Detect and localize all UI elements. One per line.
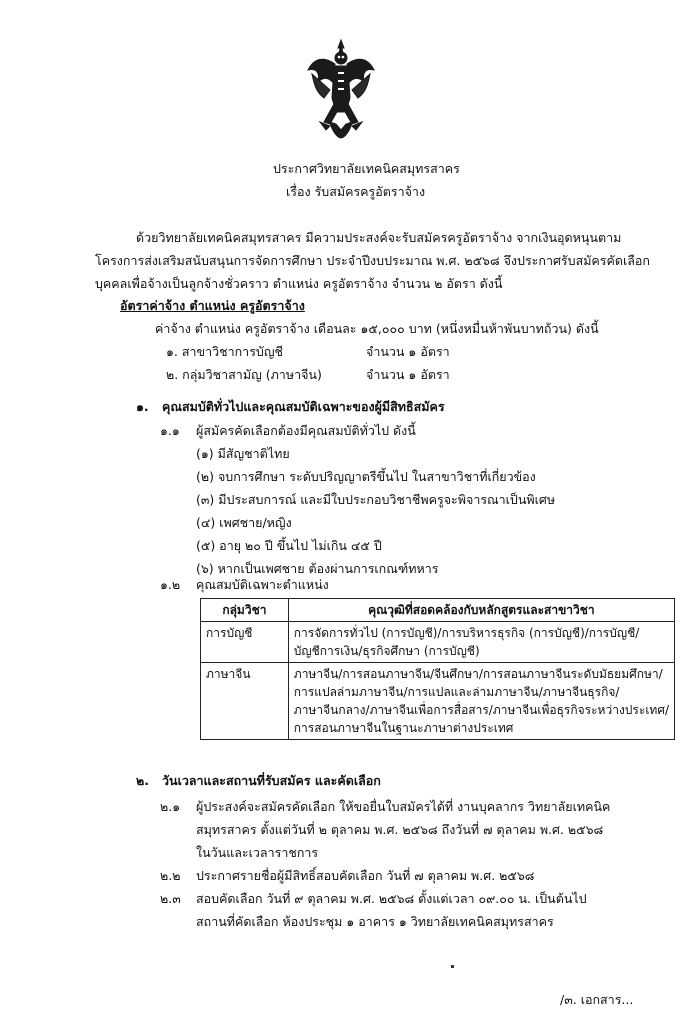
table-header-row: [201, 599, 675, 622]
sub-1-2-number: ๑.๒: [160, 577, 181, 592]
qualification-line: การจัดการทั่วไป (การบัญชี)/การบริหารธุรกิจ (การบัญชี)/การบัญชี/: [293, 626, 640, 640]
section-2-title: วันเวลาและสถานที่รับสมัคร และคัดเลือก: [162, 773, 381, 788]
intro-line-3: บุคคลเพื่อจ้างเป็นลูกจ้างชั่วคราว ตำแหน่ง ครูอัตราจ้าง จำนวน ๒ อัตรา ดังนี้: [95, 276, 503, 291]
wage-item-label: ๑. สาขาวิชาการบัญชี: [166, 344, 283, 359]
sub-2-1-line: ผู้ประสงค์จะสมัครคัดเลือก ให้ขอยื่นใบสมัครได้ที่ งานบุคลากร วิทยาลัยเทคนิค: [196, 799, 611, 814]
sub-2-1-number: ๒.๑: [160, 799, 181, 814]
sub-2-2-number: ๒.๒: [160, 868, 181, 883]
wage-item-count: จำนวน ๑ อัตรา: [366, 367, 450, 382]
sub-2-1-line: ในวันและเวลาราชการ: [196, 845, 319, 860]
qualification-item: (๒) จบการศึกษา ระดับปริญญาตรีขึ้นไป ในสาขาวิชาที่เกี่ยวข้อง: [196, 469, 536, 484]
wage-item-count: จำนวน ๑ อัตรา: [366, 344, 450, 359]
sub-1-1-text: ผู้สมัครคัดเลือกต้องมีคุณสมบัติทั่วไป ดังนี้: [196, 423, 416, 438]
sub-2-3-line: สอบคัดเลือก วันที่ ๙ ตุลาคม พ.ศ. ๒๕๖๘ ตั้งแต่เวลา ๐๙.๐๐ น. เป็นต้นไป: [196, 891, 587, 906]
wage-description: ค่าจ้าง ตำแหน่ง ครูอัตราจ้าง เดือนละ ๑๕,๐๐๐ บาท (หนึ่งหมื่นห้าพันบาทถ้วน) ดังนี้: [155, 321, 599, 336]
qualification-item: (๖) หากเป็นเพศชาย ต้องผ่านการเกณฑ์ทหาร: [196, 561, 439, 576]
announcement-subject: เรื่อง รับสมัครครูอัตราจ้าง: [286, 184, 426, 199]
sub-1-1-number: ๑.๑: [160, 423, 180, 438]
qualification-line: การแปลล่ามภาษาจีน/การแปลและล่ามภาษาจีน/ภาษาจีนธุรกิจ/: [293, 685, 620, 699]
qualification-table: [200, 598, 675, 740]
table-cell-group: การบัญชี: [201, 622, 289, 663]
qualification-line: การสอนภาษาจีนในฐานะภาษาต่างประเทศ: [293, 721, 514, 735]
sub-2-2-line: ประกาศรายชื่อผู้มีสิทธิ์สอบคัดเลือก วันที่ ๗ ตุลาคม พ.ศ. ๒๕๖๘: [196, 868, 535, 883]
qualification-line: ภาษาจีนกลาง/ภาษาจีนเพื่อการสื่อสาร/ภาษาจีนเพื่อธุรกิจระหว่างประเทศ/: [293, 703, 669, 717]
wage-heading: อัตราค่าจ้าง ตำแหน่ง ครูอัตราจ้าง: [120, 298, 305, 313]
qualification-item: (๕) อายุ ๒๐ ปี ขึ้นไป ไม่เกิน ๔๕ ปี: [196, 538, 382, 553]
section-2-number: ๒.: [136, 773, 149, 788]
stray-mark: [451, 965, 454, 968]
table-header-qualification: คุณวุฒิที่สอดคล้องกับหลักสูตรและสาขาวิชา: [288, 599, 674, 622]
table-cell-qualification: [288, 622, 674, 663]
qualification-item: (๑) มีสัญชาติไทย: [196, 446, 290, 461]
intro-line-1: ด้วยวิทยาลัยเทคนิคสมุทรสาคร มีความประสงค์จะรับสมัครครูอัตราจ้าง จากเงินอุดหนุนตาม: [136, 230, 622, 245]
table-row: [201, 663, 675, 740]
qualification-line: บัญชีการเงิน/ธุรกิจศึกษา (การบัญชี): [293, 644, 480, 658]
continuation-marker: /๓. เอกสาร...: [560, 992, 634, 1007]
qualification-line: ภาษาจีน/การสอนภาษาจีน/จีนศึกษา/การสอนภาษาจีนระดับมัธยมศึกษา/: [293, 667, 663, 681]
table-cell-group: ภาษาจีน: [201, 663, 289, 740]
section-1-title: คุณสมบัติทั่วไปและคุณสมบัติเฉพาะของผู้มีสิทธิสมัคร: [162, 399, 445, 414]
qualification-item: (๔) เพศชาย/หญิง: [196, 515, 292, 530]
announcement-org: ประกาศวิทยาลัยเทคนิคสมุทรสาคร: [273, 161, 460, 176]
qualification-item: (๓) มีประสบการณ์ และมีใบประกอบวิชาชีพครูจะพิจารณาเป็นพิเศษ: [196, 492, 556, 507]
sub-1-2-text: คุณสมบัติเฉพาะตำแหน่ง: [196, 577, 329, 592]
sub-2-1-line: สมุทรสาคร ตั้งแต่วันที่ ๒ ตุลาคม พ.ศ. ๒๕๖๘ ถึงวันที่ ๗ ตุลาคม พ.ศ. ๒๕๖๘: [196, 822, 604, 837]
sub-2-3-number: ๒.๓: [160, 891, 181, 906]
table-cell-qualification: [288, 663, 674, 740]
intro-line-2: โครงการส่งเสริมสนับสนุนการจัดการศึกษา ประจำปีงบประมาณ พ.ศ. ๒๕๖๘ จึงประกาศรับสมัครคัดเลือก: [95, 253, 650, 268]
table-header-group: กลุ่มวิชา: [201, 599, 289, 622]
sub-2-3-line: สถานที่คัดเลือก ห้องประชุม ๑ อาคาร ๑ วิทยาลัยเทคนิคสมุทรสาคร: [196, 914, 554, 929]
table-row: [201, 622, 675, 663]
garuda-emblem: [306, 38, 376, 140]
wage-item-label: ๒. กลุ่มวิชาสามัญ (ภาษาจีน): [166, 367, 322, 382]
section-1-number: ๑.: [136, 399, 149, 414]
